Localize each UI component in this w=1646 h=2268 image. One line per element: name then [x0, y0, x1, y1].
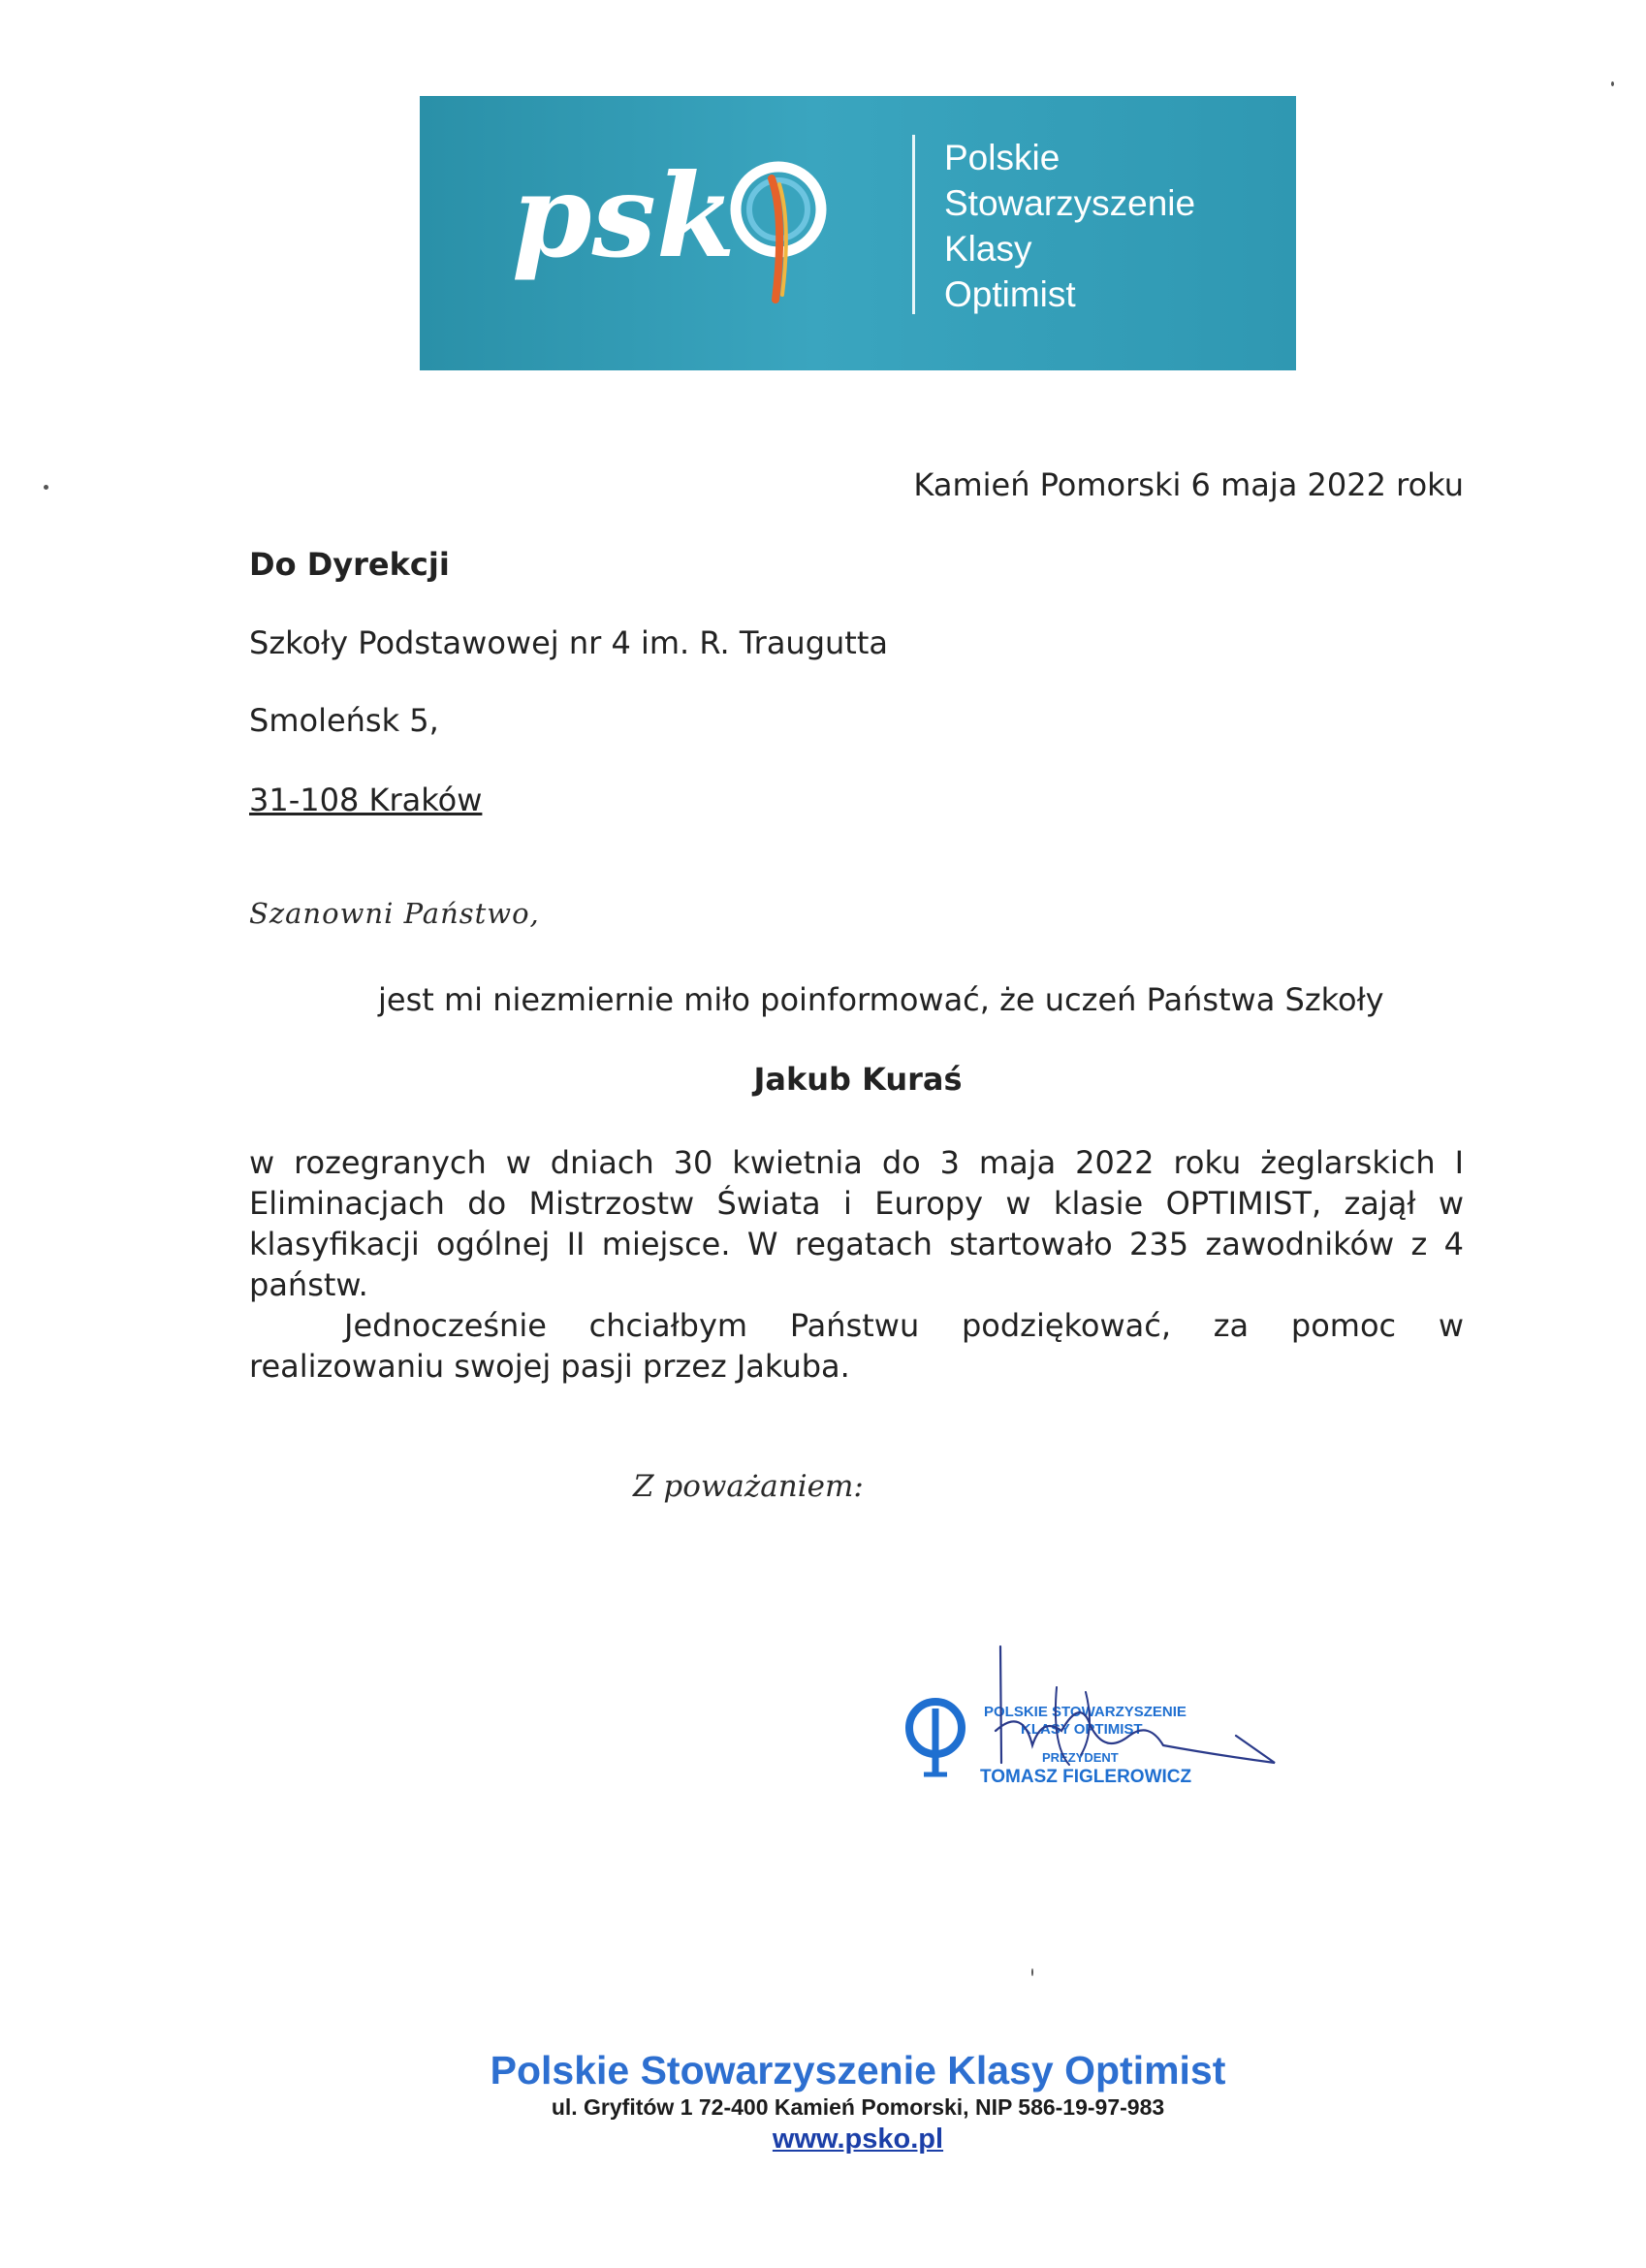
letter-body — [249, 1142, 1464, 1387]
banner-divider — [912, 135, 915, 314]
recipient-heading: Do Dyrekcji — [249, 546, 450, 583]
footer-address: ul. Gryfitów 1 72-400 Kamień Pomorski, NIP 586-19-97-983 — [551, 2094, 1165, 2120]
footer-org-name: Polskie Stowarzyszenie Klasy Optimist — [490, 2048, 1226, 2092]
intro-line: jest mi niezmiernie miło poinformować, że uczeń Państwa Szkoły — [378, 981, 1384, 1018]
banner-org-line-2: Stowarzyszenie — [944, 183, 1196, 223]
scan-speck — [1031, 1968, 1033, 1976]
banner-org-line-3: Klasy — [944, 229, 1032, 269]
stamp-name: TOMASZ FIGLEROWICZ — [980, 1767, 1192, 1787]
letter-date: Kamień Pomorski 6 maja 2022 roku — [913, 466, 1464, 503]
handwritten-signature — [897, 1639, 1304, 1808]
recipient-street: Smoleńsk 5, — [249, 702, 439, 739]
stamp-line-1: POLSKIE STOWARZYSZENIE — [984, 1704, 1187, 1720]
footer-website-link[interactable]: www.psko.pl — [772, 2124, 944, 2155]
thanks-paragraph: Jednocześnie chciałbym Państwu podziękować, za pomoc w realizowaniu swojej pasji przez Jakuba. — [249, 1307, 1464, 1385]
logo-text: psk — [512, 148, 736, 283]
recipient-city: 31-108 Kraków — [249, 782, 483, 818]
student-name: Jakub Kuraś — [753, 1061, 963, 1098]
psko-logo — [512, 140, 832, 334]
scan-speck — [44, 485, 48, 490]
optimist-sail-icon — [736, 167, 821, 300]
president-stamp — [897, 1639, 1304, 1808]
scan-speck — [1611, 81, 1614, 86]
body-paragraph: w rozegranych w dniach 30 kwietnia do 3 maja 2022 roku żeglarskich I Eliminacjach do Mistrzostw Świata i Europy w klasie OPTIMIST, zajął w klasyfikacji ogólnej II miejsce. W regatach startowało 235 zawodników z 4 państw. — [249, 1144, 1464, 1303]
salutation: Szanowni Państwo, — [249, 897, 540, 930]
header-banner — [420, 96, 1296, 370]
recipient-school: Szkoły Podstawowej nr 4 im. R. Traugutta — [249, 624, 888, 661]
banner-org-line-4: Optimist — [944, 274, 1076, 314]
closing: Z poważaniem: — [633, 1469, 864, 1504]
stamp-line-2: KLASY OPTIMIST — [1021, 1721, 1143, 1738]
stamp-role: PREZYDENT — [1042, 1750, 1119, 1765]
banner-org-line-1: Polskie — [944, 138, 1060, 177]
